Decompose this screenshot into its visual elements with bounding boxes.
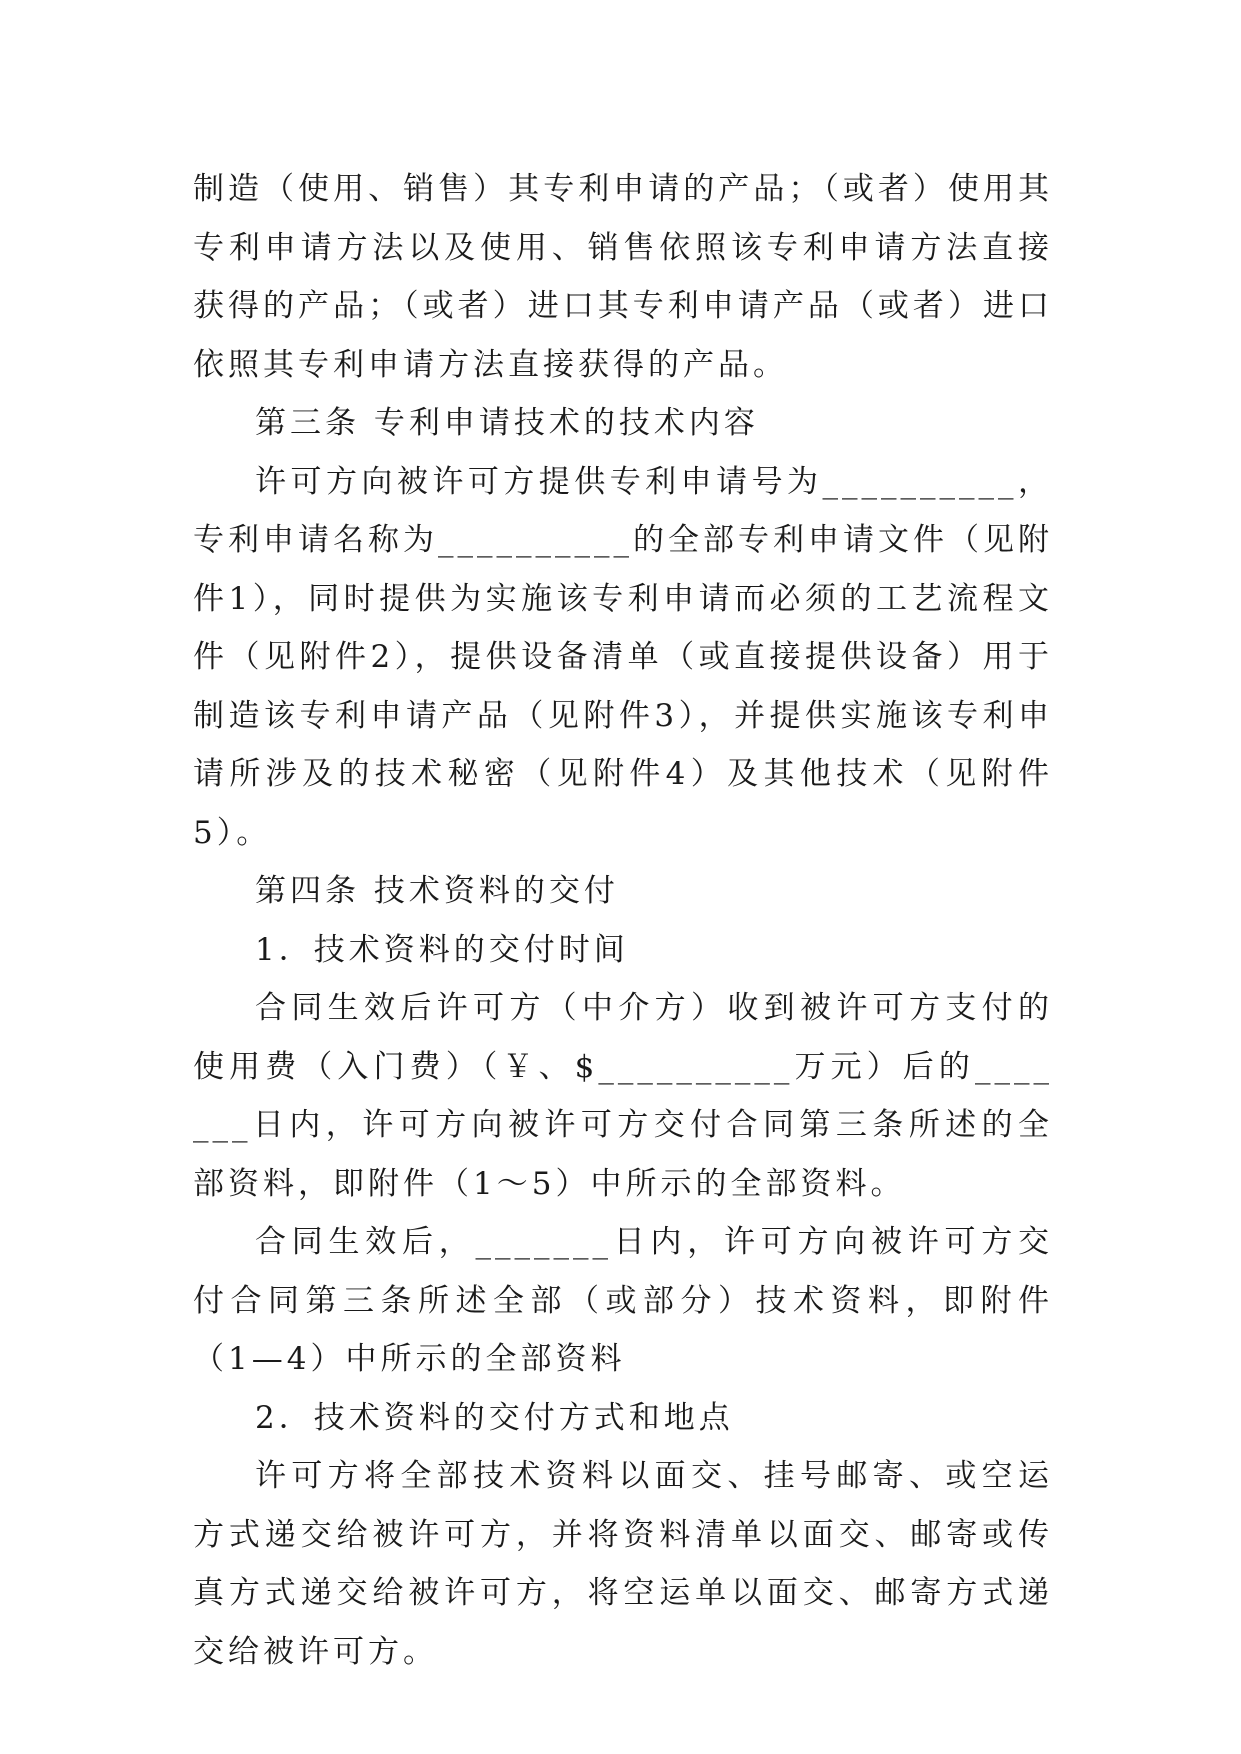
- article-3-content: 许可方向被许可方提供专利申请号为__________，专利申请名称为__________的全部专利申请文件（见附件1），同时提供为实施该专利申请而必须的工艺流程文件（见附件2），提供设备清单（或直接提供设备）用于制造该专利申请产品（见附件3），并提供实施该专利申请所涉及的技术秘密（见附件4）及其他技术（见附件5）。: [193, 463, 1053, 851]
- document-body: [193, 160, 1053, 1681]
- article-3-heading: 第三条 专利申请技术的技术内容: [255, 405, 759, 441]
- article-4-heading: 第四条 技术资料的交付: [255, 873, 619, 909]
- delivery-time-paragraph-1: 合同生效后许可方（中介方）收到被许可方支付的使用费（入门费）（￥、$__________万元）后的_______日内，许可方向被许可方交付合同第三条所述的全部资料，即附件（1～5）中所示的全部资料。: [193, 990, 1053, 1202]
- delivery-method-paragraph: 许可方将全部技术资料以面交、挂号邮寄、或空运方式递交给被许可方，并将资料清单以面交、邮寄或传真方式递交给被许可方，将空运单以面交、邮寄方式递交给被许可方。: [193, 1458, 1053, 1670]
- delivery-time-heading: 1．技术资料的交付时间: [255, 931, 629, 968]
- paragraph-continuation: 制造（使用、销售）其专利申请的产品；（或者）使用其专利申请方法以及使用、销售依照该专利申请方法直接获得的产品；（或者）进口其专利申请产品（或者）进口依照其专利申请方法直接获得的产品。: [193, 171, 1053, 383]
- delivery-time-paragraph-2: 合同生效后，_______日内，许可方向被许可方交付合同第三条所述全部（或部分）技术资料，即附件（1—4）中所示的全部资料: [193, 1224, 1053, 1377]
- delivery-method-heading: 2．技术资料的交付方式和地点: [255, 1399, 734, 1436]
